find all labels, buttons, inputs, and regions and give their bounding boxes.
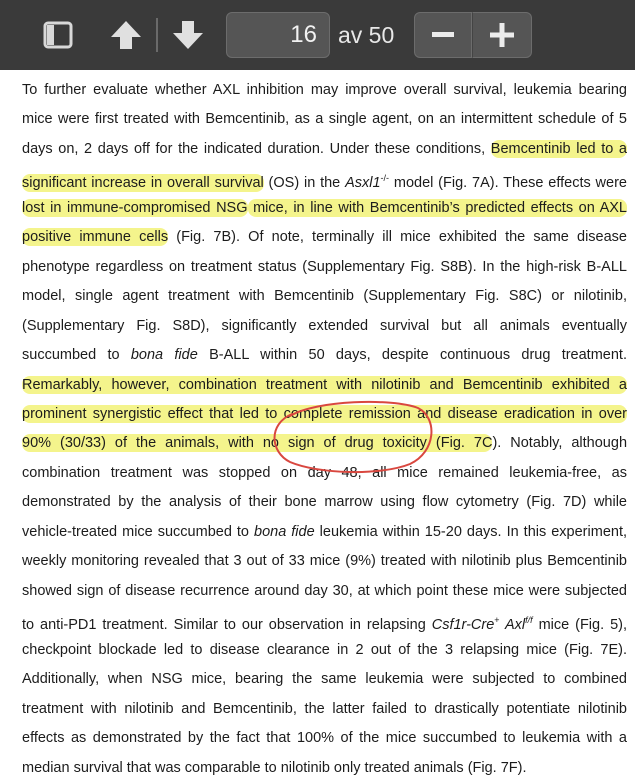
text-line: checkpoint blockade led to disease clearance in 2 out of the 3 relapsing mice (Fig. 7E). xyxy=(22,642,627,658)
toolbar-divider xyxy=(156,18,158,52)
text-line: to anti-PD1 treatment. Similar to our observation in relapsing Csf1r-Cre+ Axl$^{f/f}$ mice (Fig. 5), xyxy=(22,615,627,633)
highlight: mice, in line with Bemcentinib’s predicted effects on AXL xyxy=(247,200,627,216)
text-line xyxy=(22,375,627,395)
zoom-in-button[interactable] xyxy=(472,12,532,58)
sidebar-toggle-button[interactable] xyxy=(38,12,78,58)
highlight: Remarkably, however, combination treatment with nilotinib and Bemcentinib exhibited a xyxy=(22,377,627,393)
text-line: effects as demonstrated by the fact that 100% of the mice succumbed to leukemia with a xyxy=(22,730,627,746)
text-line: median survival that was comparable to nilotinib only treated animals (Fig. 7F). xyxy=(22,760,527,776)
text-line: 90% (30/33) of the animals, with no sign of drug toxicity (Fig. 7C). Notably, although xyxy=(22,435,628,451)
text-line: mice were first treated with Bemcentinib, as a single agent, on an intermittent schedule of 5 xyxy=(22,111,627,127)
text-line: positive immune cells (Fig. 7B). Of note, terminally ill mice exhibited the same disease xyxy=(22,229,627,245)
document-page xyxy=(0,70,635,779)
text-line: significant increase in overall survival (OS) in the Asxl1-/- model (Fig. 7A). These effects were xyxy=(22,173,627,191)
text-line: combination treatment was stopped on day 48, all mice remained leukemia-free, as xyxy=(22,465,627,481)
text-line xyxy=(22,404,627,424)
highlight: positive immune cells xyxy=(22,229,169,245)
next-page-button[interactable] xyxy=(168,12,208,58)
text-line: phenotype regardless on treatment status (Supplementary Fig. S8B). In the high-risk B-ALL xyxy=(22,259,627,275)
text-line: Additionally, when NSG mice, bearing the same leukemia were subjected to combined xyxy=(22,671,627,687)
arrow-down-icon xyxy=(171,19,205,51)
text-line: To further evaluate whether AXL inhibition may improve overall survival, leukemia bearing xyxy=(22,82,627,98)
highlight: 90% (30/33) of the animals, with no sign of drug toxicity (Fig. 7C xyxy=(22,435,493,451)
highlight: prominent synergistic effect that led to complete remission and disease eradication in over xyxy=(22,406,627,422)
plus-icon xyxy=(490,23,514,47)
page-total-label: av 50 xyxy=(338,22,395,48)
text-line: demonstrated by the analysis of their bone marrow using flow cytometry (Fig. 7D) while xyxy=(22,494,627,510)
text-line: treatment with nilotinib and Bemcentinib, the latter failed to drastically potentiate nilotinib xyxy=(22,701,627,717)
text-line: weekly monitoring revealed that 3 out of 33 mice (9%) treated with nilotinib plus Bemcentinib xyxy=(22,553,627,569)
text-line: showed sign of disease recurrence around day 30, at which point these mice were subjected xyxy=(22,583,627,599)
highlight: lost in immune-compromised NSG xyxy=(22,200,248,216)
text-line: (Supplementary Fig. S8D), significantly extended survival but all animals eventually xyxy=(22,318,627,334)
page-number-input[interactable]: 16 xyxy=(226,12,330,58)
text-line: vehicle-treated mice succumbed to bona fide leukemia within 15-20 days. In this experiment, xyxy=(22,524,628,540)
text-line xyxy=(22,198,627,218)
arrow-up-icon xyxy=(109,19,143,51)
text-line: days on, 2 days off for the indicated duration. Under these conditions, Bemcentinib led to a xyxy=(22,141,628,157)
highlight: Bemcentinib led to a xyxy=(490,141,628,157)
previous-page-button[interactable] xyxy=(106,12,146,58)
zoom-out-button[interactable] xyxy=(414,12,472,58)
highlight: significant increase in overall survival xyxy=(22,174,264,191)
text-line: succumbed to bona fide B-ALL within 50 days, despite continuous drug treatment. xyxy=(22,347,627,363)
sidebar-toggle-icon xyxy=(43,21,73,49)
viewer-toolbar xyxy=(0,0,635,70)
minus-icon xyxy=(432,32,454,38)
text-line: model, single agent treatment with Bemcentinib (Supplementary Fig. S8C) or nilotinib, xyxy=(22,288,627,304)
